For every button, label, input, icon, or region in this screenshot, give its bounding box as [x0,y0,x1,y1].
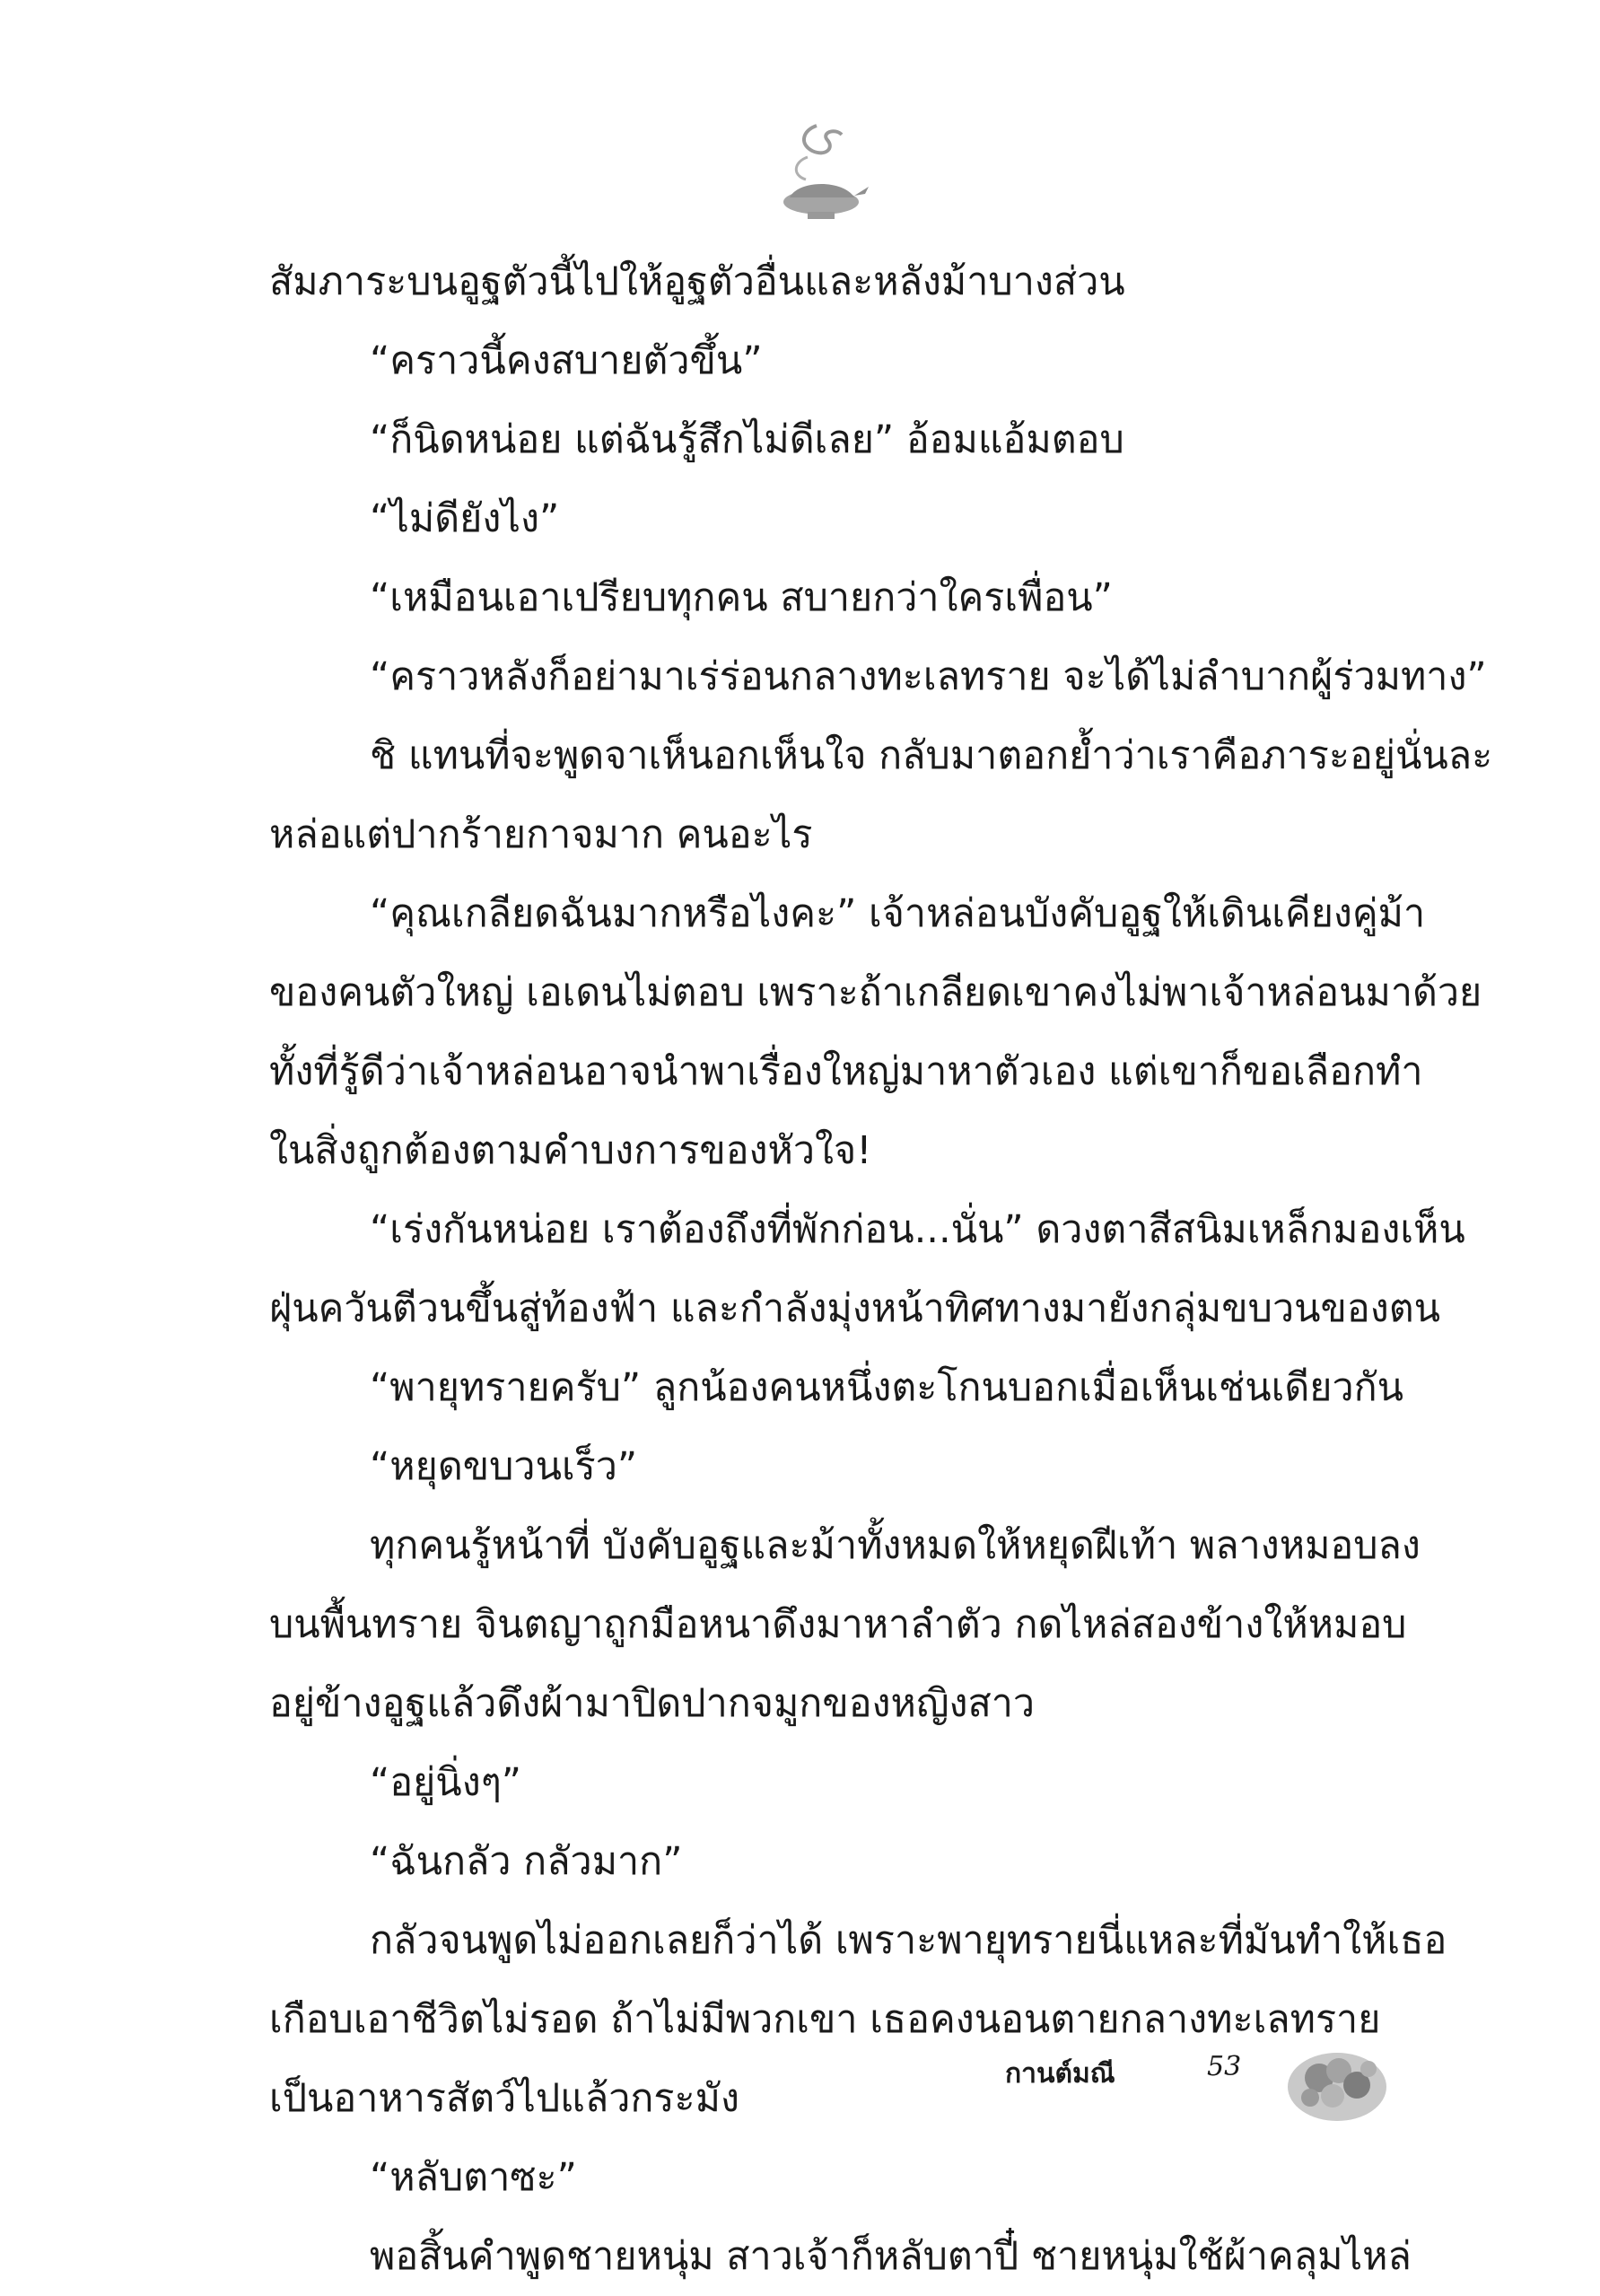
dialogue-line: “พายุทรายครับ” ลูกน้องคนหนึ่งตะโกนบอกเมื่อเห็นเช่นเดียวกัน [370,1365,1404,1410]
paragraph-line: บนพื้นทราย จินตญาถูกมือหนาดึงมาหาลำตัว กดไหล่สองข้างให้หมอบ [269,1602,1407,1647]
dialogue-line: “เร่งกันหน่อย เราต้องถึงที่พักก่อน...นั่น” ดวงตาสีสนิมเหล็กมองเห็น [370,1207,1465,1252]
book-title: กานต์มณี [1005,2058,1115,2090]
paragraph-line: ทั้งที่รู้ดีว่าเจ้าหล่อนอาจนำพาเรื่องใหญ่มาหาตัวเอง แต่เขาก็ขอเลือกทำ [269,1049,1423,1094]
paragraph-line: พอสิ้นคำพูดชายหนุ่ม สาวเจ้าก็หลับตาปี๋ ชายหนุ่มใช้ผ้าคลุมไหล่ [370,2234,1412,2279]
dialogue-line: “ไม่ดียังไง” [370,496,560,541]
dialogue-line: “คราวหลังก็อย่ามาเร่ร่อนกลางทะเลทราย จะได้ไม่ลำบากผู้ร่วมทาง” [370,654,1487,699]
dialogue-line: “ก็นิดหน่อย แต่ฉันรู้สึกไม่ดีเลย” อ้อมแอ้มตอบ [370,417,1124,462]
body-text [269,242,1493,2296]
paragraph-line: หล่อแต่ปากร้ายกาจมาก คนอะไร [269,812,813,857]
paragraph-line: ในสิ่งถูกต้องตามคำบงการของหัวใจ! [269,1128,872,1173]
paragraph-line: ของคนตัวใหญ่ เอเดนไม่ตอบ เพราะถ้าเกลียดเขาคงไม่พาเจ้าหล่อนมาด้วย [269,970,1482,1015]
dialogue-line: “อยู่นิ่งๆ” [370,1760,522,1805]
paragraph-line: กลัวจนพูดไม่ออกเลยก็ว่าได้ เพราะพายุทรายนี่แหละที่มันทำให้เธอ [370,1918,1447,1963]
flower-bouquet-icon [1283,2033,1391,2132]
paragraph-line: ทุกคนรู้หน้าที่ บังคับอูฐและม้าทั้งหมดให้หยุดฝีเท้า พลางหมอบลง [370,1523,1421,1568]
dialogue-line: “หลับตาซะ” [370,2155,577,2200]
page-number: 53 [1207,2051,1242,2082]
dialogue-line: “คุณเกลียดฉันมากหรือไงคะ” เจ้าหล่อนบังคับอูฐให้เดินเคียงคู่ม้า [370,891,1426,936]
paragraph-line: เป็นอาหารสัตว์ไปแล้วกระมัง [269,2076,739,2121]
paragraph-line: ฝุ่นควันตีวนขึ้นสู่ท้องฟ้า และกำลังมุ่งหน้าทิศทางมายังกลุ่มขบวนของตน [269,1286,1441,1331]
paragraph-line: ชิ แทนที่จะพูดจาเห็นอกเห็นใจ กลับมาตอกย้ำว่าเราคือภาระอยู่นั่นละ [370,733,1493,778]
dialogue-line: “คราวนี้คงสบายตัวขึ้น” [370,338,763,383]
dialogue-line: “เหมือนเอาเปรียบทุกคน สบายกว่าใครเพื่อน” [370,575,1113,620]
paragraph-line: สัมภาระบนอูฐตัวนี้ไปให้อูฐตัวอื่นและหลังม้าบางส่วน [269,259,1125,304]
dialogue-line: “หยุดขบวนเร็ว” [370,1444,638,1489]
dialogue-line: “ฉันกลัว กลัวมาก” [370,1839,683,1884]
paragraph-line: เกือบเอาชีวิตไม่รอด ถ้าไม่มีพวกเขา เธอคงนอนตายกลางทะเลทราย [269,1997,1381,2042]
paragraph-line: อยู่ข้างอูฐแล้วดึงผ้ามาปิดปากจมูกของหญิงสาว [269,1681,1036,1726]
page-footer [1005,2033,1400,2132]
genie-lamp-icon [772,108,870,233]
